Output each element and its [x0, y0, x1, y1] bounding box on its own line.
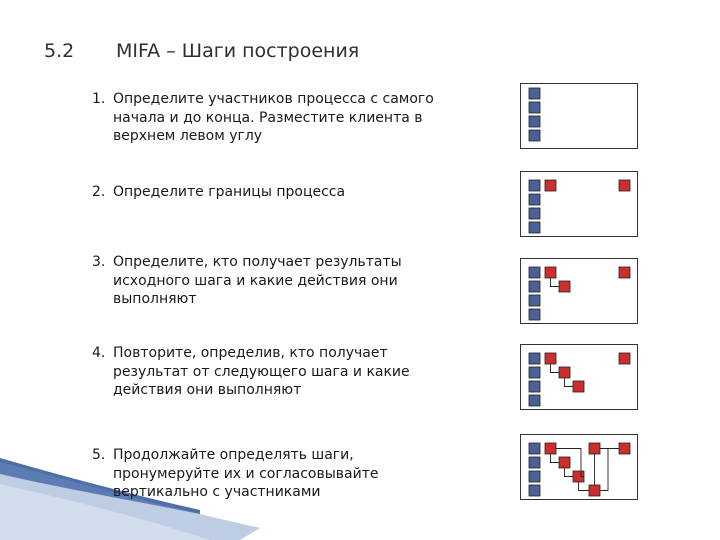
step-item	[92, 446, 492, 502]
step-item	[92, 90, 492, 146]
diagram-graphic	[521, 172, 637, 236]
step-text: Продолжайте определять шаги, пронумеруйте их и согласовывайте вертикально с участниками	[113, 447, 379, 500]
diagram-graphic	[521, 84, 637, 148]
diagram-thumbnail-5	[520, 434, 638, 500]
slide-title: MIFA – Шаги построения	[116, 40, 360, 62]
diagram-graphic	[521, 435, 637, 499]
step-number: 3.	[92, 254, 106, 270]
slide-number: 5.2	[44, 40, 75, 62]
step-text: Определите участников процесса с самого начала и до конца. Разместите клиента в верхнем левом углу	[113, 91, 434, 144]
diagram-graphic	[521, 259, 637, 323]
step-number: 4.	[92, 345, 106, 361]
diagram-thumbnail-3	[520, 258, 638, 324]
step-text: Определите границы процесса	[113, 184, 346, 200]
step-item	[92, 253, 492, 309]
diagram-thumbnail-4	[520, 344, 638, 410]
step-text: Повторите, определив, кто получает результат от следующего шага и какие действия они выполняют	[113, 345, 410, 398]
diagram-thumbnail-1	[520, 83, 638, 149]
step-number: 1.	[92, 91, 106, 107]
step-number: 2.	[92, 184, 106, 200]
step-number: 5.	[92, 447, 106, 463]
diagram-thumbnail-2	[520, 171, 638, 237]
step-item	[92, 183, 492, 202]
diagram-graphic	[521, 345, 637, 409]
step-text: Определите, кто получает результаты исходного шага и какие действия они выполняют	[113, 254, 402, 307]
step-item	[92, 344, 492, 400]
